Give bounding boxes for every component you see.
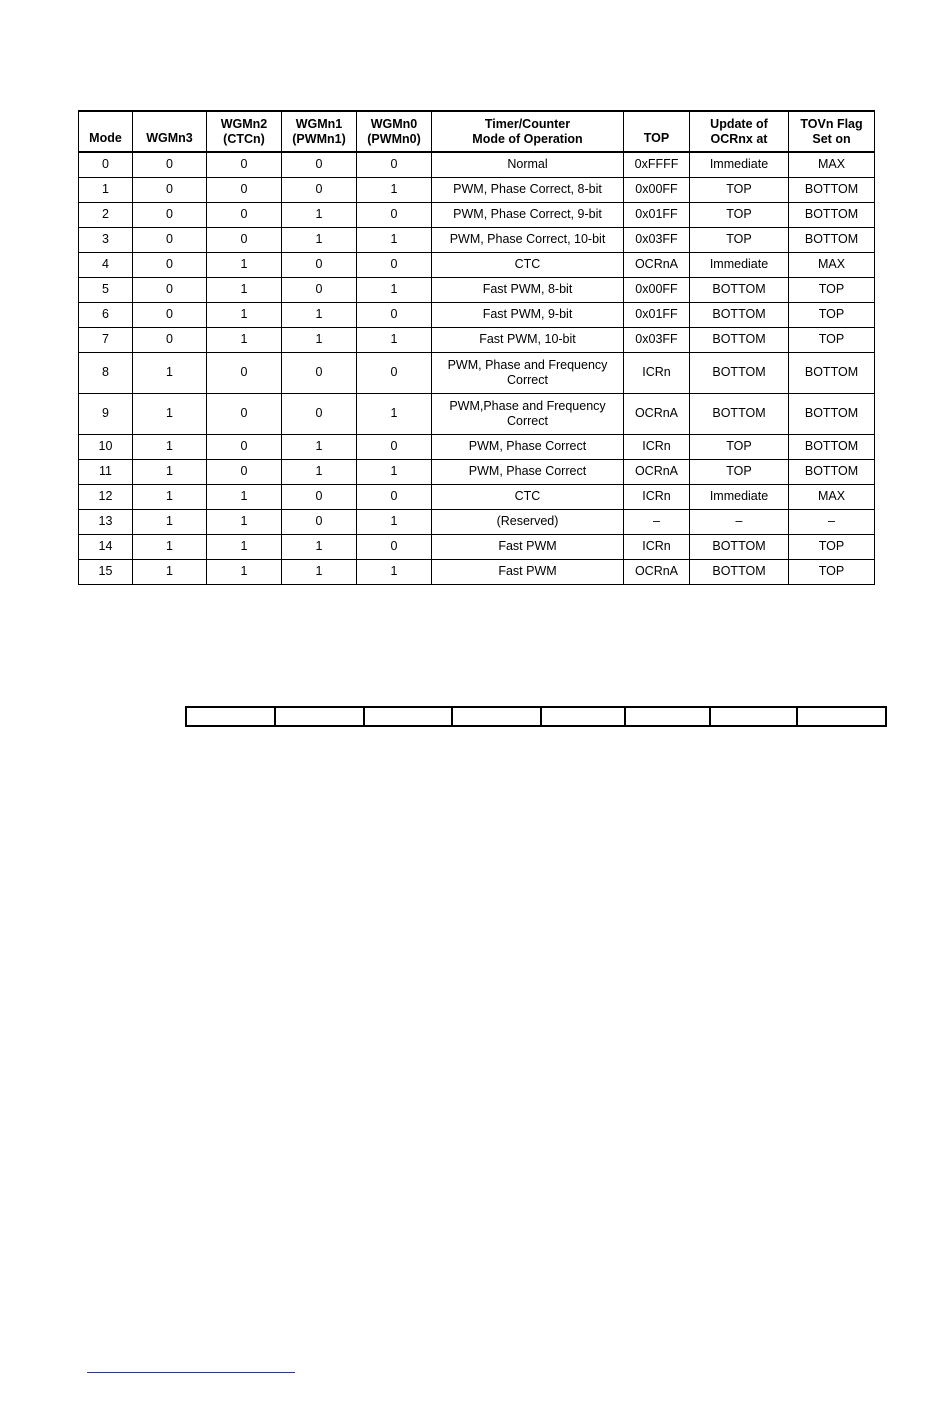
cell-top: ICRn: [624, 434, 690, 459]
cell-operation: PWM, Phase Correct, 8-bit: [432, 177, 624, 202]
cell-wgmn2: 1: [207, 302, 282, 327]
cell-wgmn2: 1: [207, 509, 282, 534]
cell-operation: (Reserved): [432, 509, 624, 534]
cell-wgmn3: 0: [133, 152, 207, 177]
cell-tov: TOP: [789, 277, 875, 302]
register-cell: [710, 707, 797, 726]
cell-wgmn0: 0: [357, 302, 432, 327]
cell-wgmn3: 1: [133, 352, 207, 393]
cell-top: 0x03FF: [624, 227, 690, 252]
cell-tov: TOP: [789, 327, 875, 352]
cell-wgmn0: 0: [357, 152, 432, 177]
cell-update: BOTTOM: [690, 327, 789, 352]
table-header: [79, 111, 875, 152]
cell-wgmn2: 0: [207, 202, 282, 227]
register-cell: [275, 707, 364, 726]
cell-wgmn3: 1: [133, 393, 207, 434]
cell-tov: BOTTOM: [789, 393, 875, 434]
cell-wgmn0: 1: [357, 509, 432, 534]
cell-wgmn0: 1: [357, 559, 432, 584]
cell-top: OCRnA: [624, 393, 690, 434]
cell-wgmn3: 1: [133, 459, 207, 484]
cell-tov: TOP: [789, 302, 875, 327]
header-wgmn1-line1: WGMn1: [295, 116, 343, 131]
cell-wgmn0: 0: [357, 434, 432, 459]
cell-wgmn3: 0: [133, 277, 207, 302]
cell-wgmn3: 0: [133, 327, 207, 352]
cell-top: 0xFFFF: [624, 152, 690, 177]
cell-wgmn2: 0: [207, 393, 282, 434]
cell-wgmn3: 1: [133, 434, 207, 459]
cell-wgmn0: 0: [357, 484, 432, 509]
cell-wgmn1: 0: [282, 484, 357, 509]
header-mode-of-operation-line2: Mode of Operation: [472, 131, 583, 146]
cell-update: BOTTOM: [690, 302, 789, 327]
table-row: [79, 534, 875, 559]
waveform-generation-mode-table: [78, 110, 875, 585]
cell-operation: PWM, Phase Correct, 9-bit: [432, 202, 624, 227]
cell-mode: 13: [79, 509, 133, 534]
cell-mode: 0: [79, 152, 133, 177]
cell-tov: BOTTOM: [789, 352, 875, 393]
header-wgmn0: [357, 111, 432, 152]
header-mode-of-operation-line1: Timer/Counter: [484, 116, 571, 131]
cell-tov: BOTTOM: [789, 227, 875, 252]
table-row: [79, 227, 875, 252]
cell-wgmn0: 1: [357, 277, 432, 302]
header-top: [624, 111, 690, 152]
table-body: [79, 152, 875, 584]
cell-update: BOTTOM: [690, 559, 789, 584]
cell-wgmn0: 1: [357, 227, 432, 252]
cell-top: OCRnA: [624, 559, 690, 584]
cell-wgmn2: 0: [207, 152, 282, 177]
cell-wgmn0: 1: [357, 327, 432, 352]
cell-wgmn1: 1: [282, 559, 357, 584]
cell-top: 0x01FF: [624, 302, 690, 327]
header-wgmn3: [133, 111, 207, 152]
header-wgmn3-line1: WGMn3: [146, 131, 193, 145]
cell-operation: Normal: [432, 152, 624, 177]
cell-wgmn2: 1: [207, 277, 282, 302]
cell-mode: 11: [79, 459, 133, 484]
cell-wgmn1: 0: [282, 177, 357, 202]
cell-tov: MAX: [789, 484, 875, 509]
cell-wgmn3: 0: [133, 227, 207, 252]
cell-wgmn1: 0: [282, 277, 357, 302]
header-top-line1: TOP: [643, 131, 670, 145]
cell-operation: Fast PWM, 9-bit: [432, 302, 624, 327]
header-tov-flag-line1: TOVn Flag: [800, 116, 863, 131]
cell-wgmn0: 1: [357, 393, 432, 434]
cell-tov: TOP: [789, 559, 875, 584]
cell-wgmn2: 0: [207, 434, 282, 459]
header-wgmn2-line1: WGMn2: [220, 116, 268, 131]
cell-mode: 15: [79, 559, 133, 584]
table-row: [79, 177, 875, 202]
cell-top: 0x00FF: [624, 177, 690, 202]
cell-mode: 12: [79, 484, 133, 509]
cell-wgmn2: 0: [207, 459, 282, 484]
cell-wgmn1: 0: [282, 252, 357, 277]
register-cell: [364, 707, 452, 726]
table-row: [79, 202, 875, 227]
table-row: [79, 327, 875, 352]
header-mode-line1: Mode: [89, 131, 122, 145]
cell-mode: 6: [79, 302, 133, 327]
register-cell: [797, 707, 886, 726]
register-cell: [541, 707, 625, 726]
header-update-ocr: [690, 111, 789, 152]
cell-update: Immediate: [690, 252, 789, 277]
cell-wgmn1: 0: [282, 509, 357, 534]
table-row: [79, 277, 875, 302]
cell-operation: PWM,Phase and Frequency Correct: [432, 393, 624, 434]
cell-update: TOP: [690, 202, 789, 227]
table-row: [79, 252, 875, 277]
cell-wgmn2: 1: [207, 484, 282, 509]
cell-wgmn2: 1: [207, 327, 282, 352]
cell-wgmn1: 1: [282, 202, 357, 227]
cell-wgmn0: 0: [357, 252, 432, 277]
cell-update: –: [690, 509, 789, 534]
cell-update: BOTTOM: [690, 534, 789, 559]
table-row: [79, 152, 875, 177]
cell-wgmn2: 1: [207, 534, 282, 559]
cell-tov: BOTTOM: [789, 177, 875, 202]
cell-tov: MAX: [789, 252, 875, 277]
cell-wgmn1: 1: [282, 534, 357, 559]
header-wgmn0-line1: WGMn0: [370, 116, 418, 131]
cell-wgmn1: 0: [282, 352, 357, 393]
header-update-ocr-line1: Update of: [710, 116, 768, 131]
header-update-ocr-line2: OCRnx at: [710, 131, 768, 146]
header-mode-of-operation: [432, 111, 624, 152]
cell-wgmn1: 0: [282, 393, 357, 434]
cell-wgmn0: 1: [357, 459, 432, 484]
cell-operation: PWM, Phase Correct: [432, 434, 624, 459]
cell-update: BOTTOM: [690, 393, 789, 434]
table-row: [79, 393, 875, 434]
cell-wgmn1: 1: [282, 434, 357, 459]
cell-update: TOP: [690, 177, 789, 202]
cell-wgmn3: 1: [133, 509, 207, 534]
cell-operation: CTC: [432, 484, 624, 509]
register-cell: [186, 707, 275, 726]
cell-operation: Fast PWM: [432, 559, 624, 584]
cell-top: OCRnA: [624, 459, 690, 484]
cell-tov: MAX: [789, 152, 875, 177]
table-row: [79, 509, 875, 534]
cell-wgmn2: 0: [207, 352, 282, 393]
cell-operation: PWM, Phase Correct, 10-bit: [432, 227, 624, 252]
cell-wgmn2: 0: [207, 227, 282, 252]
cell-wgmn0: 0: [357, 534, 432, 559]
table-row: [79, 559, 875, 584]
cell-top: 0x01FF: [624, 202, 690, 227]
cell-update: Immediate: [690, 484, 789, 509]
table-row: [79, 302, 875, 327]
cell-tov: –: [789, 509, 875, 534]
cell-operation: CTC: [432, 252, 624, 277]
cell-wgmn1: 1: [282, 327, 357, 352]
cell-top: 0x03FF: [624, 327, 690, 352]
cell-mode: 5: [79, 277, 133, 302]
cell-wgmn3: 1: [133, 534, 207, 559]
cell-update: TOP: [690, 434, 789, 459]
register-cell: [452, 707, 541, 726]
table-row: [79, 434, 875, 459]
cell-operation: Fast PWM, 10-bit: [432, 327, 624, 352]
cell-wgmn3: 1: [133, 484, 207, 509]
cell-update: TOP: [690, 227, 789, 252]
register-row: [186, 707, 886, 726]
cell-wgmn3: 0: [133, 177, 207, 202]
cell-mode: 7: [79, 327, 133, 352]
cell-wgmn3: 0: [133, 302, 207, 327]
cell-wgmn2: 0: [207, 177, 282, 202]
cell-mode: 1: [79, 177, 133, 202]
cell-update: Immediate: [690, 152, 789, 177]
header-mode: [79, 111, 133, 152]
cell-top: OCRnA: [624, 252, 690, 277]
cell-wgmn0: 0: [357, 352, 432, 393]
cell-top: 0x00FF: [624, 277, 690, 302]
header-wgmn1-line2: (PWMn1): [292, 131, 346, 146]
table-row: [79, 352, 875, 393]
cell-mode: 3: [79, 227, 133, 252]
cell-operation: PWM, Phase Correct: [432, 459, 624, 484]
cell-tov: BOTTOM: [789, 434, 875, 459]
header-tov-flag-line2: Set on: [812, 131, 851, 146]
cell-top: –: [624, 509, 690, 534]
cell-wgmn3: 0: [133, 252, 207, 277]
header-wgmn0-line2: (PWMn0): [367, 131, 421, 146]
cell-wgmn1: 1: [282, 459, 357, 484]
cell-operation: Fast PWM: [432, 534, 624, 559]
cell-tov: BOTTOM: [789, 459, 875, 484]
cell-wgmn0: 0: [357, 202, 432, 227]
cell-wgmn2: 1: [207, 252, 282, 277]
cell-update: TOP: [690, 459, 789, 484]
cell-top: ICRn: [624, 484, 690, 509]
cell-top: ICRn: [624, 534, 690, 559]
cell-top: ICRn: [624, 352, 690, 393]
cell-tov: TOP: [789, 534, 875, 559]
cell-wgmn1: 1: [282, 302, 357, 327]
cell-tov: BOTTOM: [789, 202, 875, 227]
cell-wgmn3: 1: [133, 559, 207, 584]
header-wgmn1: [282, 111, 357, 152]
cell-wgmn2: 1: [207, 559, 282, 584]
cell-wgmn0: 1: [357, 177, 432, 202]
cell-wgmn1: 0: [282, 152, 357, 177]
register-cell: [625, 707, 710, 726]
table-row: [79, 459, 875, 484]
cell-operation: Fast PWM, 8-bit: [432, 277, 624, 302]
cell-mode: 10: [79, 434, 133, 459]
header-wgmn2: [207, 111, 282, 152]
header-row: [79, 111, 875, 152]
header-tov-flag: [789, 111, 875, 152]
cell-update: BOTTOM: [690, 277, 789, 302]
cell-mode: 4: [79, 252, 133, 277]
cell-update: BOTTOM: [690, 352, 789, 393]
empty-register-bit-table: [185, 706, 887, 727]
cell-wgmn1: 1: [282, 227, 357, 252]
cell-mode: 14: [79, 534, 133, 559]
footer-link-underline[interactable]: [87, 1363, 295, 1373]
cell-wgmn3: 0: [133, 202, 207, 227]
cell-mode: 8: [79, 352, 133, 393]
header-wgmn2-line2: (CTCn): [223, 131, 265, 146]
table-row: [79, 484, 875, 509]
cell-operation: PWM, Phase and Frequency Correct: [432, 352, 624, 393]
cell-mode: 2: [79, 202, 133, 227]
cell-mode: 9: [79, 393, 133, 434]
